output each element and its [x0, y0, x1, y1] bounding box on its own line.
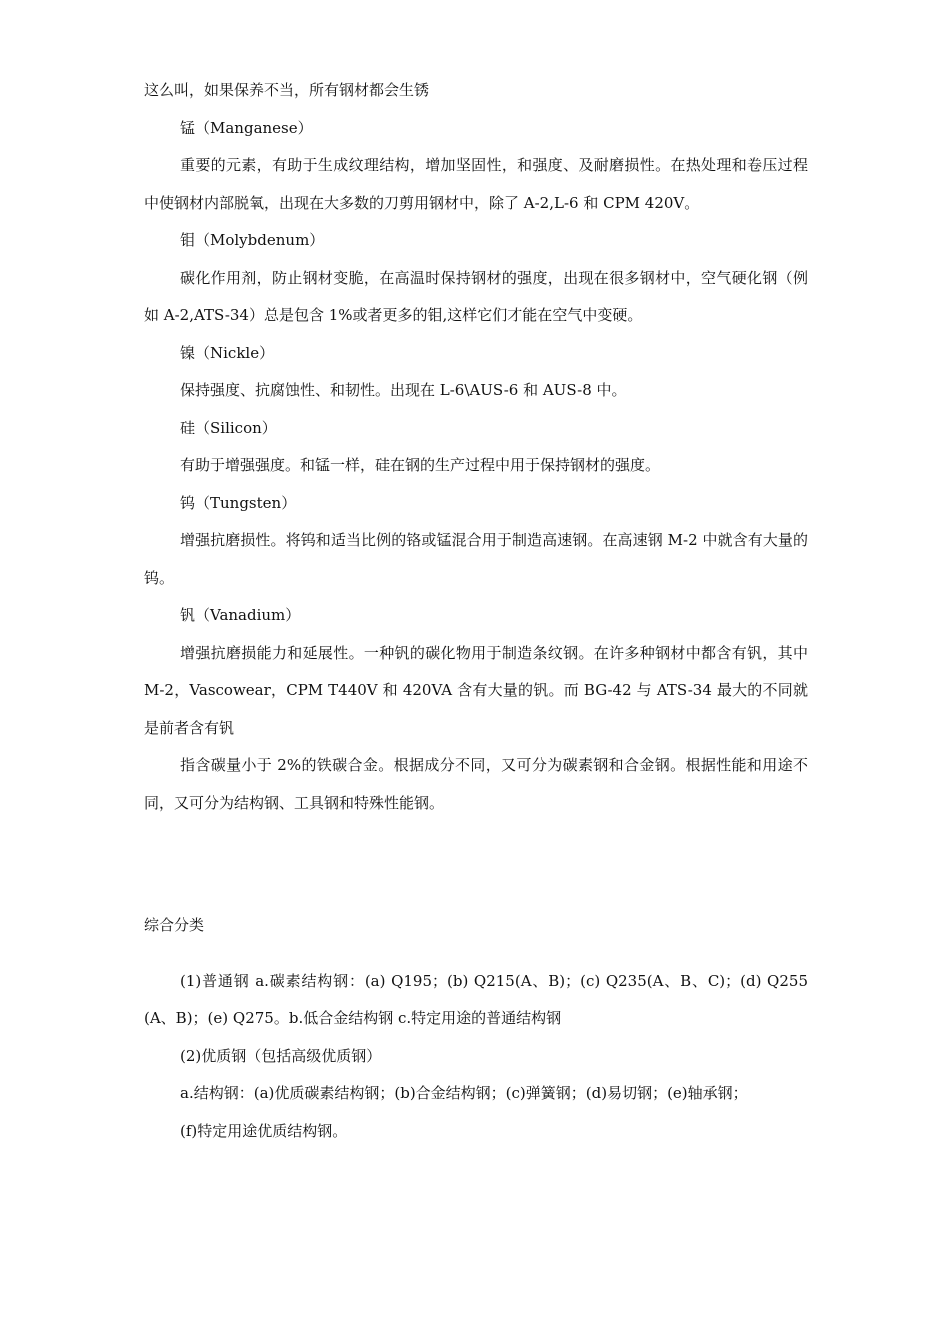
paragraph-manganese: 重要的元素，有助于生成纹理结构，增加坚固性，和强度、及耐磨损性。在热处理和卷压过程中使钢材内部脱氧，出现在大多数的刀剪用钢材中，除了 A-2,L-6 和 CPM 420V。: [144, 156, 808, 212]
paragraph-silicon: 有助于增强强度。和锰一样，硅在钢的生产过程中用于保持钢材的强度。: [180, 456, 661, 474]
paragraph-tungsten: 增强抗磨损性。将钨和适当比例的铬或锰混合用于制造高速钢。在高速钢 M-2 中就含有大量的钨。: [144, 531, 808, 587]
paragraph-nickel: 保持强度、抗腐蚀性、和韧性。出现在 L-6\AUS-6 和 AUS-8 中。: [180, 381, 627, 399]
heading-manganese: 锰（Manganese）: [180, 118, 313, 137]
heading-silicon: 硅（Silicon）: [180, 418, 277, 437]
paragraph-molybdenum: 碳化作用剂，防止钢材变脆，在高温时保持钢材的强度，出现在很多钢材中，空气硬化钢（例如 A-2,ATS-34）总是包含 1%或者更多的钼,这样它们才能在空气中变硬。: [144, 268, 808, 324]
paragraph-quality-steel: (2)优质钢（包括高级优质钢）: [180, 1046, 382, 1065]
document-body: [144, 72, 808, 1150]
heading-nickel: 镍（Nickle）: [180, 343, 275, 362]
paragraph-special-structural-steel: (f)特定用途优质结构钢。: [180, 1121, 348, 1140]
section-heading-classification: 综合分类: [144, 916, 205, 934]
paragraph-steel-definition: 指含碳量小于 2%的铁碳合金。根据成分不同，又可分为碳素钢和合金钢。根据性能和用途不同，又可分为结构钢、工具钢和特殊性能钢。: [144, 756, 808, 812]
heading-tungsten: 钨（Tungsten）: [180, 493, 297, 512]
paragraph-rust-note: 这么叫，如果保养不当，所有钢材都会生锈: [144, 81, 430, 99]
paragraph-ordinary-steel: (1)普通钢 a.碳素结构钢：(a) Q195；(b) Q215(A、B)；(c) Q235(A、B、C)；(d) Q255(A、B)；(e) Q275。b.低合金结构钢 c.特定用途的普通结构钢: [144, 971, 808, 1027]
paragraph-structural-steel: a.结构钢：(a)优质碳素结构钢；(b)合金结构钢；(c)弹簧钢；(d)易切钢；(e)轴承钢；: [180, 1084, 748, 1102]
paragraph-vanadium: 增强抗磨损能力和延展性。一种钒的碳化物用于制造条纹钢。在许多种钢材中都含有钒，其中 M-2，Vascowear，CPM T440V 和 420VA 含有大量的钒。而 BG-42 与 ATS-34 最大的不同就是前者含有钒: [144, 643, 808, 737]
heading-vanadium: 钒（Vanadium）: [180, 606, 301, 624]
heading-molybdenum: 钼（Molybdenum）: [180, 231, 325, 249]
